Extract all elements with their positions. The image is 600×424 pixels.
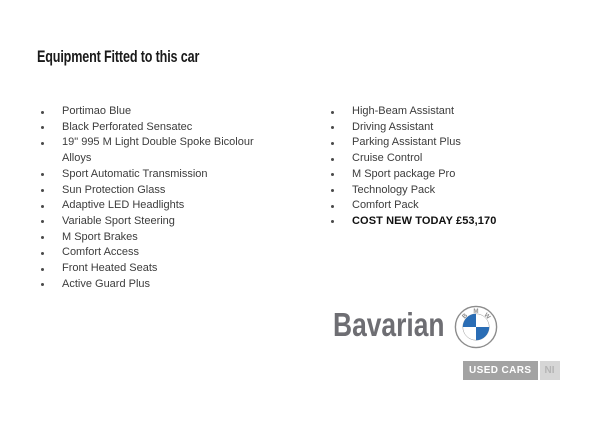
bmw-roundel-icon (454, 305, 498, 349)
equipment-item: 19" 995 M Light Double Spoke Bicolour Alloys (40, 135, 285, 166)
equipment-item: Cruise Control (330, 151, 575, 167)
equipment-list-left (40, 104, 285, 292)
equipment-item: Active Guard Plus (40, 277, 285, 293)
equipment-item: Front Heated Seats (40, 261, 285, 277)
equipment-item: M Sport package Pro (330, 167, 575, 183)
equipment-list-right (330, 104, 575, 230)
roundel-letter-w: W (482, 311, 492, 321)
equipment-item: Comfort Access (40, 245, 285, 261)
equipment-item: Parking Assistant Plus (330, 135, 575, 151)
dealer-name-logo: Bavarian (333, 306, 445, 343)
equipment-item: Sport Automatic Transmission (40, 167, 285, 183)
footer-badges (463, 361, 560, 380)
equipment-item: Driving Assistant (330, 120, 575, 136)
equipment-item: Technology Pack (330, 183, 575, 199)
equipment-item: Comfort Pack (330, 198, 575, 214)
equipment-item: High-Beam Assistant (330, 104, 575, 120)
cost-new-today: COST NEW TODAY £53,170 (330, 214, 575, 230)
equipment-item: Variable Sport Steering (40, 214, 285, 230)
roundel-letter-m: M (473, 308, 479, 316)
bmw-roundel-logo (454, 305, 498, 349)
equipment-item: Black Perforated Sensatec (40, 120, 285, 136)
page-title: Equipment Fitted to this car (37, 47, 200, 67)
roundel-letter-b: B (460, 312, 470, 321)
equipment-item: M Sport Brakes (40, 230, 285, 246)
equipment-item: Portimao Blue (40, 104, 285, 120)
region-ni-badge: NI (540, 361, 560, 380)
used-cars-badge: USED CARS (463, 361, 538, 380)
equipment-item: Adaptive LED Headlights (40, 198, 285, 214)
equipment-item: Sun Protection Glass (40, 183, 285, 199)
